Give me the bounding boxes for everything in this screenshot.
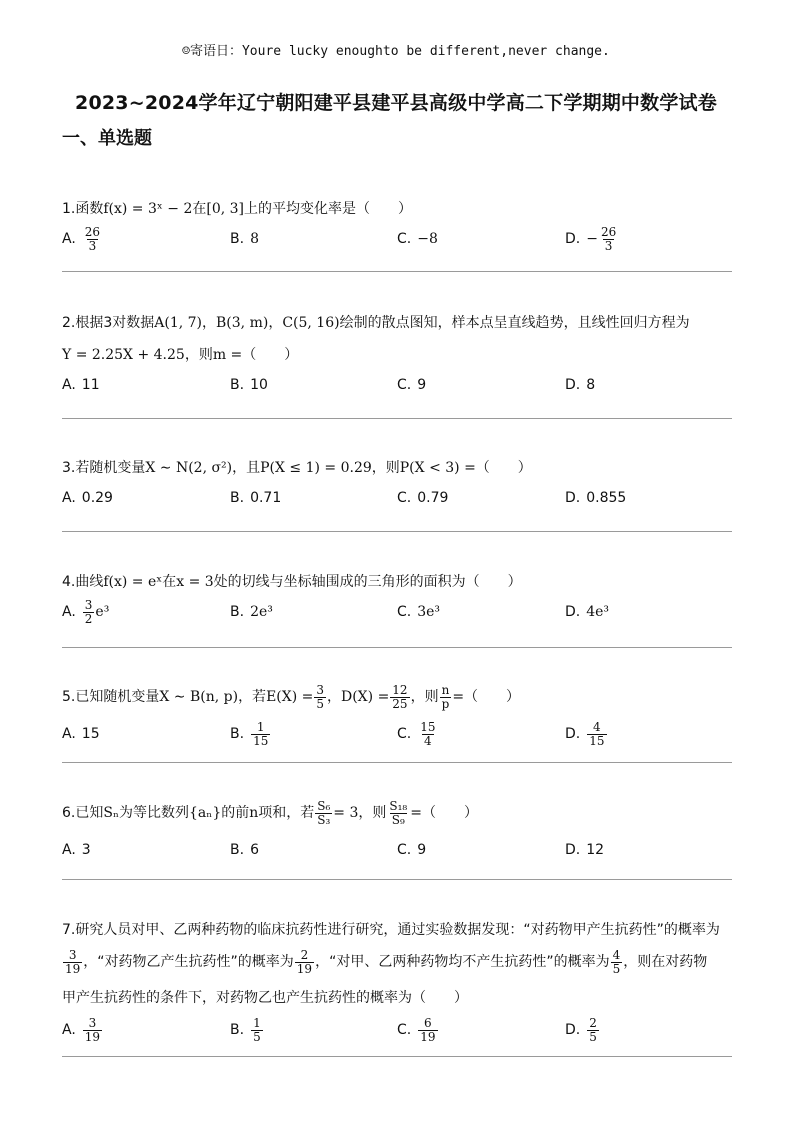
text-segment: e³ (95, 604, 110, 620)
fraction-numerator: 26 (84, 224, 101, 239)
text-segment: = (452, 689, 465, 705)
option-d[interactable] (565, 718, 608, 750)
question-stem (62, 680, 732, 714)
text-segment: 在 (162, 574, 177, 590)
fraction (387, 800, 409, 827)
text-segment: 2.根据3对数据 (62, 315, 155, 331)
divider (62, 762, 732, 763)
fraction (418, 1017, 437, 1044)
fraction (390, 684, 409, 711)
fraction (599, 226, 618, 253)
fraction (418, 721, 437, 748)
option-label: A. (62, 726, 76, 742)
question-6 (62, 796, 732, 866)
fraction-denominator: 4 (424, 733, 432, 748)
option-label: C. (397, 842, 412, 858)
fraction-numerator: 3 (68, 947, 77, 962)
text-segment: 4e³ (586, 604, 610, 620)
text-segment: 3 (81, 842, 91, 858)
fraction-denominator: 3 (604, 238, 613, 253)
question-3 (62, 458, 732, 514)
option-a[interactable] (62, 369, 100, 401)
option-label: C. (397, 231, 412, 247)
text-segment: 为等比数列 (119, 805, 190, 821)
text-segment: ，则在对药物 (623, 954, 708, 970)
text-segment: B(3, m) (216, 315, 269, 331)
option-a[interactable] (62, 482, 113, 514)
text-segment: = (410, 805, 422, 821)
option-label: B. (230, 377, 245, 393)
fraction-denominator: 19 (420, 1029, 436, 1044)
option-d[interactable] (565, 1014, 600, 1046)
divider (62, 271, 732, 272)
option-d[interactable] (565, 482, 626, 514)
fraction (83, 599, 95, 626)
text-segment: [0, 3] (206, 201, 245, 217)
option-b[interactable] (230, 834, 259, 866)
question-stem-line2 (62, 944, 732, 980)
text-segment: C(5, 16) (282, 315, 340, 331)
text-segment: （ ） (242, 347, 299, 363)
fraction-denominator: S₉ (391, 812, 405, 827)
text-segment: ， (202, 315, 217, 331)
text-segment: 绘制的散点图知，样本点呈直线趋势，且线性回归方程为 (339, 315, 690, 331)
fraction (587, 721, 606, 748)
fraction-numerator: S₁₈ (389, 798, 408, 813)
text-segment: ，则 (410, 689, 439, 705)
option-label: D. (565, 726, 581, 742)
text-segment: 在 (192, 201, 207, 217)
option-a[interactable] (62, 596, 109, 628)
option-label: C. (397, 377, 412, 393)
option-label: D. (565, 1022, 581, 1038)
text-segment: 10 (250, 377, 268, 393)
text-segment: 项和，若 (258, 805, 315, 821)
text-segment: 8 (250, 231, 259, 247)
exam-title: 2023~2024学年辽宁朝阳建平县建平县高级中学高二下学期期中数学试卷 (75, 92, 717, 114)
text-segment: 9 (417, 842, 427, 858)
question-stem (62, 458, 732, 478)
question-1 (62, 199, 732, 255)
question-stem-line3: 甲产生抗药性的条件下，对药物乙也产生抗药性的概率为（ ） (62, 990, 468, 1006)
text-segment: D(X) = (341, 689, 390, 705)
options-row (62, 223, 732, 255)
text-segment: ，则 (371, 460, 400, 476)
option-label: C. (397, 1022, 412, 1038)
text-segment: 6.已知 (62, 805, 104, 821)
text-segment: P(X ≤ 1) = 0.29 (260, 460, 372, 476)
fraction-numerator: 4 (593, 719, 601, 734)
text-segment: Y = 2.25X + 4.25 (62, 347, 185, 363)
options-row (62, 718, 732, 750)
options-row (62, 482, 732, 514)
option-b[interactable] (230, 482, 281, 514)
fraction-numerator: 26 (600, 224, 617, 239)
text-segment: Sₙ (103, 805, 120, 821)
fraction-denominator: 19 (296, 961, 313, 976)
fraction-denominator: 5 (612, 961, 621, 976)
fraction (611, 949, 623, 976)
text-segment: 上的平均变化率是（ ） (244, 201, 413, 217)
fraction-numerator: 1 (253, 1015, 261, 1030)
option-label: D. (565, 490, 581, 506)
option-label: D. (565, 842, 581, 858)
option-d[interactable] (565, 596, 609, 628)
options-row (62, 596, 732, 628)
option-a[interactable] (62, 1014, 103, 1046)
question-4 (62, 572, 732, 628)
fraction-denominator: 15 (589, 733, 605, 748)
option-label: B. (230, 842, 245, 858)
text-segment: 8 (586, 377, 596, 393)
text-segment: 9 (417, 377, 427, 393)
option-label: A. (62, 842, 76, 858)
text-segment: X ∼ B(n, p) (159, 689, 239, 705)
option-a[interactable] (62, 223, 103, 255)
option-c[interactable] (397, 596, 440, 628)
options-row (62, 834, 732, 866)
fraction-denominator: 5 (316, 696, 324, 711)
text-segment: A(1, 7) (154, 315, 203, 331)
text-segment: ，“对甲、乙两种药物均不产生抗药性”的概率为 (315, 954, 610, 970)
fraction-numerator: 1 (256, 719, 265, 734)
fraction-denominator: 25 (392, 696, 408, 711)
text-segment: P(X < 3) = (399, 460, 476, 476)
fraction-numerator: 4 (612, 947, 621, 962)
fraction-numerator: 6 (424, 1015, 432, 1030)
option-label: B. (230, 231, 245, 247)
option-c[interactable] (397, 834, 426, 866)
text-segment: ，则 (358, 805, 387, 821)
question-2 (62, 313, 732, 401)
option-a[interactable] (62, 718, 100, 750)
fraction (295, 949, 314, 976)
fraction (63, 949, 82, 976)
text-segment: ，则 (184, 347, 213, 363)
question-stem-line2 (62, 345, 732, 365)
option-b[interactable] (230, 596, 273, 628)
fraction (314, 684, 326, 711)
fraction (315, 800, 332, 827)
option-d[interactable] (565, 834, 604, 866)
option-b[interactable] (230, 223, 259, 255)
text-segment: ，若 (238, 689, 267, 705)
text-segment: 0.855 (586, 490, 627, 506)
text-segment: E(X) = (266, 689, 314, 705)
text-segment: ， (268, 315, 283, 331)
text-segment: 3.若随机变量 (62, 460, 146, 476)
options-row (62, 1014, 732, 1046)
option-label: A. (62, 377, 76, 393)
text-segment: 2e³ (250, 604, 273, 620)
fraction-denominator: p (441, 696, 450, 711)
fraction-numerator: S₆ (317, 798, 331, 813)
option-label: B. (230, 1022, 245, 1038)
divider (62, 647, 732, 648)
fraction (440, 684, 452, 711)
option-c[interactable] (397, 482, 448, 514)
options-row (62, 369, 732, 401)
text-segment: ，“对药物乙产生抗药性”的概率为 (83, 954, 294, 970)
divider (62, 1056, 732, 1057)
text-segment: x = 3 (176, 574, 214, 590)
option-label: D. (565, 231, 581, 247)
text-segment: （ ） (475, 460, 532, 476)
text-segment: m = (212, 347, 243, 363)
fraction-numerator: 2 (589, 1015, 597, 1030)
text-segment: X ∼ N(2, σ²) (145, 460, 233, 476)
question-stem (62, 572, 732, 592)
option-label: B. (230, 726, 245, 742)
text-segment: {aₙ} (189, 805, 222, 821)
option-b[interactable] (230, 1014, 264, 1046)
text-segment: − (586, 231, 598, 247)
option-label: D. (565, 377, 581, 393)
fraction-denominator: S₃ (317, 812, 331, 827)
question-stem (62, 796, 732, 830)
question-7 (62, 920, 732, 1046)
fraction-numerator: n (441, 682, 450, 697)
option-d[interactable] (565, 369, 595, 401)
option-label: A. (62, 1022, 76, 1038)
fraction (83, 1017, 102, 1044)
divider (62, 531, 732, 532)
option-label: A. (62, 231, 76, 247)
fraction-numerator: 3 (88, 1015, 97, 1030)
text-segment: 4.曲线 (62, 574, 104, 590)
text-segment: ， (327, 689, 341, 705)
text-segment: −8 (417, 231, 438, 247)
text-segment: f(x) = 3ˣ − 2 (103, 201, 193, 217)
text-segment: f(x) = eˣ (103, 574, 163, 590)
fraction-denominator: 5 (253, 1029, 261, 1044)
text-segment: 1.函数 (62, 201, 104, 217)
fraction-numerator: 3 (84, 597, 93, 612)
fraction (83, 226, 102, 253)
text-segment: 15 (81, 726, 100, 742)
fraction-denominator: 19 (65, 961, 81, 976)
option-label: C. (397, 604, 412, 620)
fraction-numerator: 12 (392, 682, 408, 697)
option-c[interactable] (397, 1014, 439, 1046)
fraction-denominator: 15 (253, 733, 269, 748)
text-segment: n (249, 805, 259, 821)
text-segment: （ ） (421, 805, 478, 821)
section-heading: 一、单选题 (62, 128, 152, 149)
text-segment: 12 (586, 842, 605, 858)
text-segment: 3e³ (417, 604, 441, 620)
option-label: D. (565, 604, 581, 620)
text-segment: 11 (81, 377, 100, 393)
option-a[interactable] (62, 834, 91, 866)
option-c[interactable] (397, 718, 439, 750)
fraction (251, 1017, 263, 1044)
motto-line: ☺寄语日：Youre lucky enoughto be different,never change. (182, 44, 610, 59)
option-label: A. (62, 604, 76, 620)
fraction-denominator: 2 (84, 611, 93, 626)
fraction-denominator: 19 (84, 1029, 101, 1044)
option-b[interactable] (230, 369, 268, 401)
text-segment: 0.71 (250, 490, 282, 506)
question-5 (62, 680, 732, 750)
text-segment: 5.已知随机变量 (62, 689, 160, 705)
text-segment: 0.29 (81, 490, 113, 506)
option-c[interactable] (397, 369, 426, 401)
option-label: C. (397, 490, 412, 506)
text-segment: 处的切线与坐标轴围成的三角形的面积为（ ） (213, 574, 522, 590)
question-stem: 7.研究人员对甲、乙两种药物的临床抗药性进行研究，通过实验数据发现：“对药物甲产生抗药性”的概率为 (62, 922, 720, 938)
question-stem (62, 313, 732, 333)
option-label: C. (397, 726, 412, 742)
divider (62, 418, 732, 419)
question-stem (62, 199, 732, 219)
option-label: B. (230, 490, 245, 506)
text-segment: 的前 (221, 805, 250, 821)
option-label: B. (230, 604, 245, 620)
text-segment: = 3 (333, 805, 359, 821)
option-d[interactable] (565, 223, 619, 255)
text-segment: 0.79 (417, 490, 449, 506)
fraction (587, 1017, 599, 1044)
text-segment: ，且 (232, 460, 261, 476)
option-c[interactable] (397, 223, 438, 255)
fraction-numerator: 2 (300, 947, 309, 962)
fraction (251, 721, 270, 748)
option-label: A. (62, 490, 76, 506)
fraction-numerator: 15 (420, 719, 436, 734)
fraction-denominator: 3 (88, 238, 97, 253)
fraction-denominator: 5 (589, 1029, 597, 1044)
text-segment: （ ） (464, 689, 521, 705)
divider (62, 879, 732, 880)
option-b[interactable] (230, 718, 271, 750)
fraction-numerator: 3 (316, 682, 324, 697)
text-segment: 6 (250, 842, 259, 858)
